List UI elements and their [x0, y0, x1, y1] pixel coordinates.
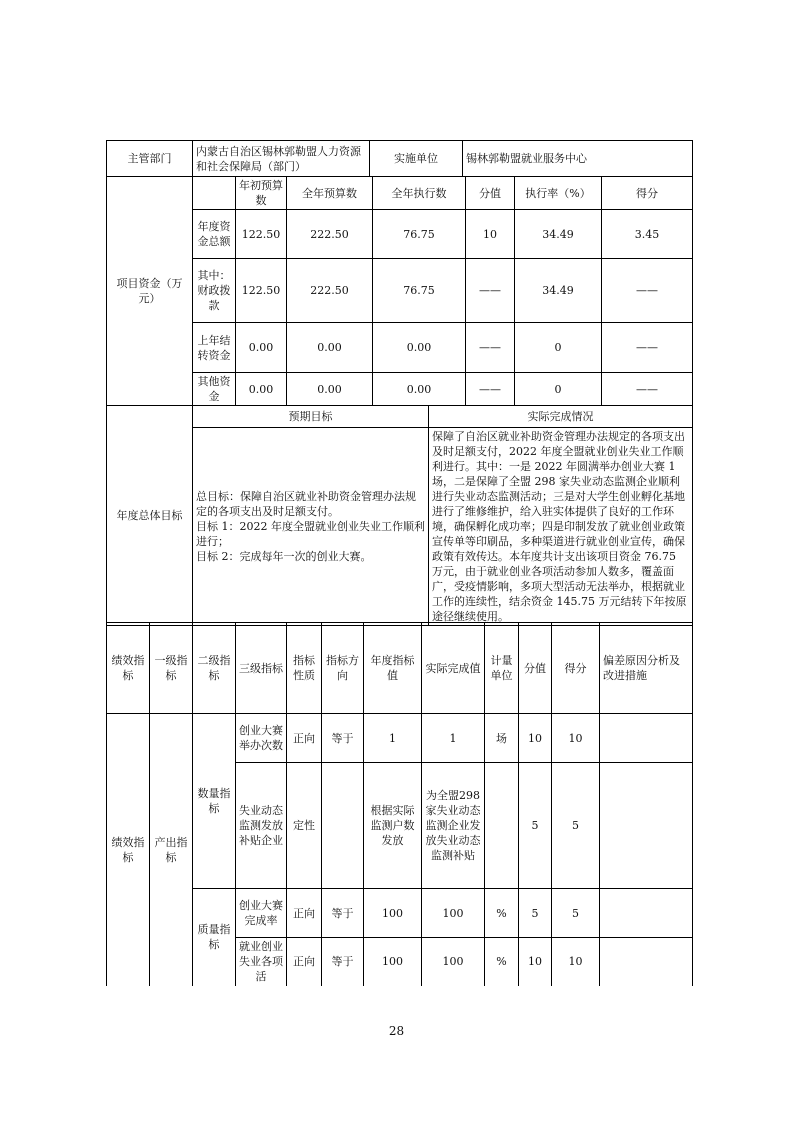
actual-value: 1 — [422, 714, 485, 763]
funds-annual: 0.00 — [287, 373, 373, 406]
deviation-note — [600, 938, 693, 986]
score: 5 — [552, 889, 600, 938]
indicator-header: 三级指标 — [236, 623, 287, 714]
dept-label: 主管部门 — [107, 141, 193, 177]
level3-indicator: 创业大赛举办次数 — [236, 714, 287, 763]
goals-table — [106, 405, 693, 626]
funds-annual: 222.50 — [287, 259, 373, 323]
indicator-table — [106, 713, 693, 986]
indicator-header: 绩效指标 — [107, 623, 150, 714]
funds-initial: 122.50 — [236, 210, 287, 259]
unit-label: 实施单位 — [370, 141, 463, 177]
funds-row-label: 年度资金总额 — [193, 210, 236, 259]
indicator-header: 年度指标值 — [364, 623, 422, 714]
funds-row-label: 其他资金 — [193, 373, 236, 406]
score: 10 — [552, 938, 600, 986]
funds-rate: 0 — [515, 323, 602, 373]
measure-unit: % — [485, 938, 519, 986]
annual-target: 100 — [364, 938, 422, 986]
funds-score: —— — [602, 259, 693, 323]
level2-indicator: 数量指标 — [193, 714, 236, 889]
indicator-header: 指标性质 — [287, 623, 322, 714]
indicator-header: 偏差原因分析及改进措施 — [600, 623, 693, 714]
actual-completion-header: 实际完成情况 — [429, 406, 693, 428]
indicator-header: 计量单位 — [485, 623, 519, 714]
indicator-header: 得分 — [552, 623, 600, 714]
indicator-direction: 等于 — [322, 889, 364, 938]
funds-rate: 34.49 — [515, 210, 602, 259]
funds-score-value: —— — [466, 259, 515, 323]
expected-goal-text: 总目标：保障自治区就业补助资金管理办法规定的各项支出及时足额支付。 目标 1：2022 年度全盟就业创业失业工作顺利进行； 目标 2：完成每年一次的创业大赛。 — [193, 428, 429, 626]
funds-annual: 222.50 — [287, 210, 373, 259]
score-value: 10 — [519, 938, 552, 986]
level1-indicator: 产出指标 — [150, 714, 193, 986]
actual-completion-text: 保障了自治区就业补助资金管理办法规定的各项支出及时足额支付，2022 年度全盟就业创业失业工作顺利进行。其中：一是 2022 年圆满举办创业大赛 1 场，二是保障了全盟 298 家失业动态监测企业顺利进行失业动态监测活动；三是对大学生创业孵化基地进行了维修维护，给入驻实体提供了良好的工作环境，确保孵化成功率；四是印制发放了就业创业政策宣传单等印刷品，多种渠道进行就业创业宣传，确保政策有效传达。本年度共计支出该项目资金 76.75 万元，由于就业创业各项活动参加人数多，覆盖面广，受疫情影响，多项大型活动无法举办，根据就业工作的连续性，结余资金 145.75 万元结转下年按原途径继续使用。 — [429, 428, 693, 626]
annual-target: 根据实际监测户数发放 — [364, 763, 422, 889]
funds-initial: 122.50 — [236, 259, 287, 323]
deviation-note — [600, 714, 693, 763]
funds-header-blank — [193, 177, 236, 210]
level3-indicator: 失业动态监测发放补贴企业 — [236, 763, 287, 889]
indicator-direction: 等于 — [322, 714, 364, 763]
level3-indicator: 就业创业失业各项活 — [236, 938, 287, 986]
funds-rate: 0 — [515, 373, 602, 406]
score: 10 — [552, 714, 600, 763]
score: 5 — [552, 763, 600, 889]
actual-value: 100 — [422, 889, 485, 938]
funds-score: —— — [602, 323, 693, 373]
indicator-nature: 正向 — [287, 714, 322, 763]
score-value: 5 — [519, 889, 552, 938]
indicator-header-table — [106, 622, 693, 714]
indicator-nature: 定性 — [287, 763, 322, 889]
indicator-nature: 正向 — [287, 889, 322, 938]
goals-section-label: 年度总体目标 — [107, 406, 193, 626]
funds-table — [106, 176, 693, 406]
annual-target: 100 — [364, 889, 422, 938]
deviation-note — [600, 889, 693, 938]
funds-score-value: —— — [466, 373, 515, 406]
measure-unit — [485, 763, 519, 889]
funds-header-score: 得分 — [602, 177, 693, 210]
dept-value: 内蒙古自治区锡林郭勒盟人力资源和社会保障局（部门） — [193, 141, 370, 177]
funds-score-value: 10 — [466, 210, 515, 259]
indicator-header: 指标方向 — [322, 623, 364, 714]
perf-indicator-label: 绩效指标 — [107, 714, 150, 986]
expected-goal-header: 预期目标 — [193, 406, 429, 428]
indicator-header: 实际完成值 — [422, 623, 485, 714]
actual-value: 100 — [422, 938, 485, 986]
funds-rate: 34.49 — [515, 259, 602, 323]
annual-target: 1 — [364, 714, 422, 763]
level2-indicator: 质量指标 — [193, 889, 236, 986]
indicator-nature: 正向 — [287, 938, 322, 986]
funds-score: —— — [602, 373, 693, 406]
deviation-note — [600, 763, 693, 889]
level3-indicator: 创业大赛完成率 — [236, 889, 287, 938]
funds-header-score-value: 分值 — [466, 177, 515, 210]
funds-initial: 0.00 — [236, 373, 287, 406]
indicator-direction — [322, 763, 364, 889]
funds-row-label: 上年结转资金 — [193, 323, 236, 373]
funds-score-value: —— — [466, 323, 515, 373]
funds-executed: 0.00 — [373, 373, 466, 406]
indicator-header: 二级指标 — [193, 623, 236, 714]
funds-header-annual: 全年预算数 — [287, 177, 373, 210]
funds-row-label: 其中：财政拨款 — [193, 259, 236, 323]
score-value: 10 — [519, 714, 552, 763]
indicator-direction: 等于 — [322, 938, 364, 986]
measure-unit: % — [485, 889, 519, 938]
funds-section-label: 项目资金（万元） — [107, 177, 193, 406]
indicator-header: 一级指标 — [150, 623, 193, 714]
funds-executed: 76.75 — [373, 259, 466, 323]
score-value: 5 — [519, 763, 552, 889]
funds-annual: 0.00 — [287, 323, 373, 373]
unit-value: 锡林郭勒盟就业服务中心 — [463, 141, 693, 177]
funds-executed: 0.00 — [373, 323, 466, 373]
page-number: 28 — [388, 1024, 405, 1038]
indicator-header: 分值 — [519, 623, 552, 714]
funds-header-initial: 年初预算数 — [236, 177, 287, 210]
funds-header-executed: 全年执行数 — [373, 177, 466, 210]
funds-initial: 0.00 — [236, 323, 287, 373]
measure-unit: 场 — [485, 714, 519, 763]
actual-value: 为全盟298 家失业动态监测企业发放失业动态监测补贴 — [422, 763, 485, 889]
funds-score: 3.45 — [602, 210, 693, 259]
header-table — [106, 140, 693, 177]
funds-executed: 76.75 — [373, 210, 466, 259]
funds-header-rate: 执行率（%） — [515, 177, 602, 210]
